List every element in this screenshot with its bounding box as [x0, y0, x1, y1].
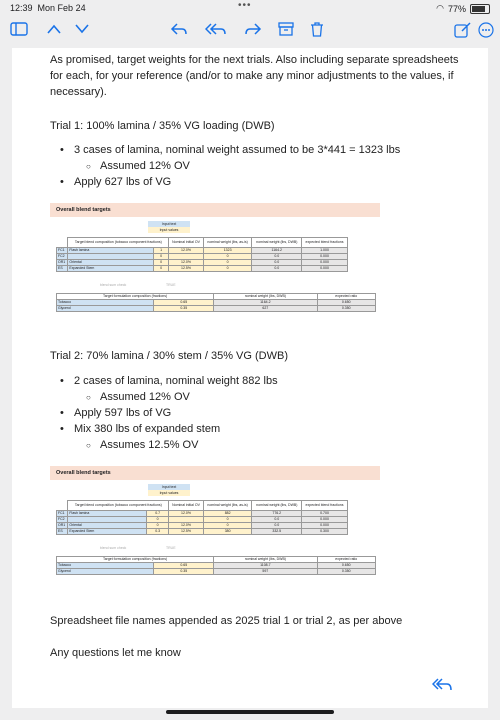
- home-indicator[interactable]: [166, 710, 334, 714]
- trial2-bullet-1: • 2 cases of lamina, nominal weight 882 lbs: [74, 374, 278, 388]
- email-body: [12, 48, 488, 708]
- legend-input-text: Input text: [148, 484, 190, 490]
- table-row: Glycerol 0.35 597 0.350: [57, 569, 376, 575]
- table-header-row: Target formulation composition (fractions) nominal weight (lbs, DWB) expected ratio: [57, 294, 376, 300]
- intro-line-1: As promised, target weights for the next trials. Also including separate spreadsheets: [50, 54, 459, 66]
- more-icon[interactable]: [478, 22, 494, 43]
- header-cell: Target blend composition (tobacco component fractions): [68, 238, 169, 248]
- sanity-value: TRUE: [166, 283, 176, 287]
- table-row: ES Expanded Stem 0 12.5% 0 0.0 0.000: [57, 266, 348, 272]
- table-row: FC2 0 0 0.0 0.000: [57, 254, 348, 260]
- sanity-label: blend sum check: [100, 546, 127, 550]
- trial2-bullet-2: • Apply 597 lbs of VG: [74, 406, 171, 420]
- table-row: Glycerol 0.35 627 0.350: [57, 306, 376, 312]
- footer-line-1: Spreadsheet file names appended as 2025 trial 1 or trial 2, as per above: [50, 615, 403, 627]
- intro-line-2: for each, for your reference (and/or to make any minor adjustments to the values, if: [50, 70, 454, 82]
- battery-icon: [470, 4, 490, 14]
- table-row: FC2 0 0 0.0 0.000: [57, 517, 348, 523]
- trial1-bullet-2: • Apply 627 lbs of VG: [74, 175, 171, 189]
- reply-icon[interactable]: [170, 22, 188, 41]
- legend-input-values: Input values: [148, 227, 190, 233]
- header-cell: expected blend fractions: [302, 501, 348, 511]
- trial1-bullet-1: • 3 cases of lamina, nominal weight assumed to be 3*441 = 1323 lbs: [74, 143, 400, 157]
- trial2-subbullet-1: ○ Assumed 12% OV: [100, 390, 190, 404]
- spreadsheet-image-1: [50, 203, 380, 329]
- header-cell: Nominal initial OV: [169, 501, 204, 511]
- mail-toolbar: [0, 16, 500, 48]
- trial1-subbullet-1: ○ Assumed 12% OV: [100, 159, 190, 173]
- trial2-title: Trial 2: 70% lamina / 30% stem / 35% VG (DWB): [50, 350, 288, 362]
- header-cell: nominal weight (lbs, as-is): [203, 238, 252, 248]
- sheet-title: Overall blend targets: [50, 203, 380, 217]
- header-cell: nominal weight (lbs, DWB): [252, 501, 302, 511]
- blend-table: [56, 237, 348, 272]
- battery-percent: 77%: [447, 3, 466, 14]
- table-row: ES Expanded Stem 0.3 12.5% 380 332.5 0.300: [57, 529, 348, 535]
- multitask-dots-icon[interactable]: •••: [238, 0, 252, 11]
- sanity-label: blend sum check: [100, 283, 127, 287]
- table-row: OR1 Oriental 0 12.0% 0 0.0 0.000: [57, 523, 348, 529]
- chevron-up-icon[interactable]: [46, 22, 62, 40]
- header-cell: nominal weight (lbs, as-is): [203, 501, 252, 511]
- wifi-icon: ◠: [436, 3, 444, 13]
- header-cell: expected blend fractions: [302, 238, 348, 248]
- chevron-down-icon[interactable]: [74, 22, 90, 40]
- spreadsheet-image-2: [50, 466, 380, 592]
- trial1-title: Trial 1: 100% lamina / 35% VG loading (DWB): [50, 120, 275, 132]
- sanity-value: TRUE: [166, 546, 176, 550]
- formulation-table: [56, 293, 376, 312]
- header-cell: Target blend composition (tobacco component fractions): [68, 501, 169, 511]
- table-header-row: Target formulation composition (fractions) nominal weight (lbs, DWB) expected ratio: [57, 557, 376, 563]
- footer-line-2: Any questions let me know: [50, 647, 181, 659]
- sidebar-toggle-icon[interactable]: [10, 22, 28, 41]
- table-header-row: [57, 501, 348, 511]
- compose-icon[interactable]: [454, 22, 472, 43]
- trash-icon[interactable]: [310, 22, 324, 42]
- trial2-subbullet-3: ○ Assumes 12.5% OV: [100, 438, 198, 452]
- table-row: OR1 Oriental 0 12.0% 0 0.0 0.000: [57, 260, 348, 266]
- header-cell: nominal weight (lbs, DWB): [252, 238, 302, 248]
- sheet-title: Overall blend targets: [50, 466, 380, 480]
- trial2-bullet-3: • Mix 380 lbs of expanded stem: [74, 422, 220, 436]
- table-row: Tobacco 0.65 1108.7 0.650: [57, 563, 376, 569]
- header-cell: Nominal initial OV: [169, 238, 204, 248]
- table-row: Tobacco 0.65 1164.2 0.650: [57, 300, 376, 306]
- legend-input-text: Input text: [148, 221, 190, 227]
- reply-button-icon[interactable]: [432, 677, 452, 698]
- intro-line-3: necessary).: [50, 86, 107, 98]
- blend-table: [56, 500, 348, 535]
- formulation-table: [56, 556, 376, 575]
- archive-icon[interactable]: [278, 22, 294, 41]
- table-header-row: [57, 238, 348, 248]
- table-row: FC1 Flash lamina 1 12.0% 1323 1164.2 1.000: [57, 248, 348, 254]
- status-bar: [0, 0, 500, 16]
- status-time: 12:39 Mon Feb 24: [10, 3, 86, 13]
- forward-icon[interactable]: [244, 22, 262, 41]
- reply-all-icon[interactable]: [205, 22, 227, 41]
- legend-input-values: Input values: [148, 490, 190, 496]
- table-row: FC1 Flash lamina 0.7 12.0% 882 776.2 0.700: [57, 511, 348, 517]
- status-right: [436, 3, 490, 14]
